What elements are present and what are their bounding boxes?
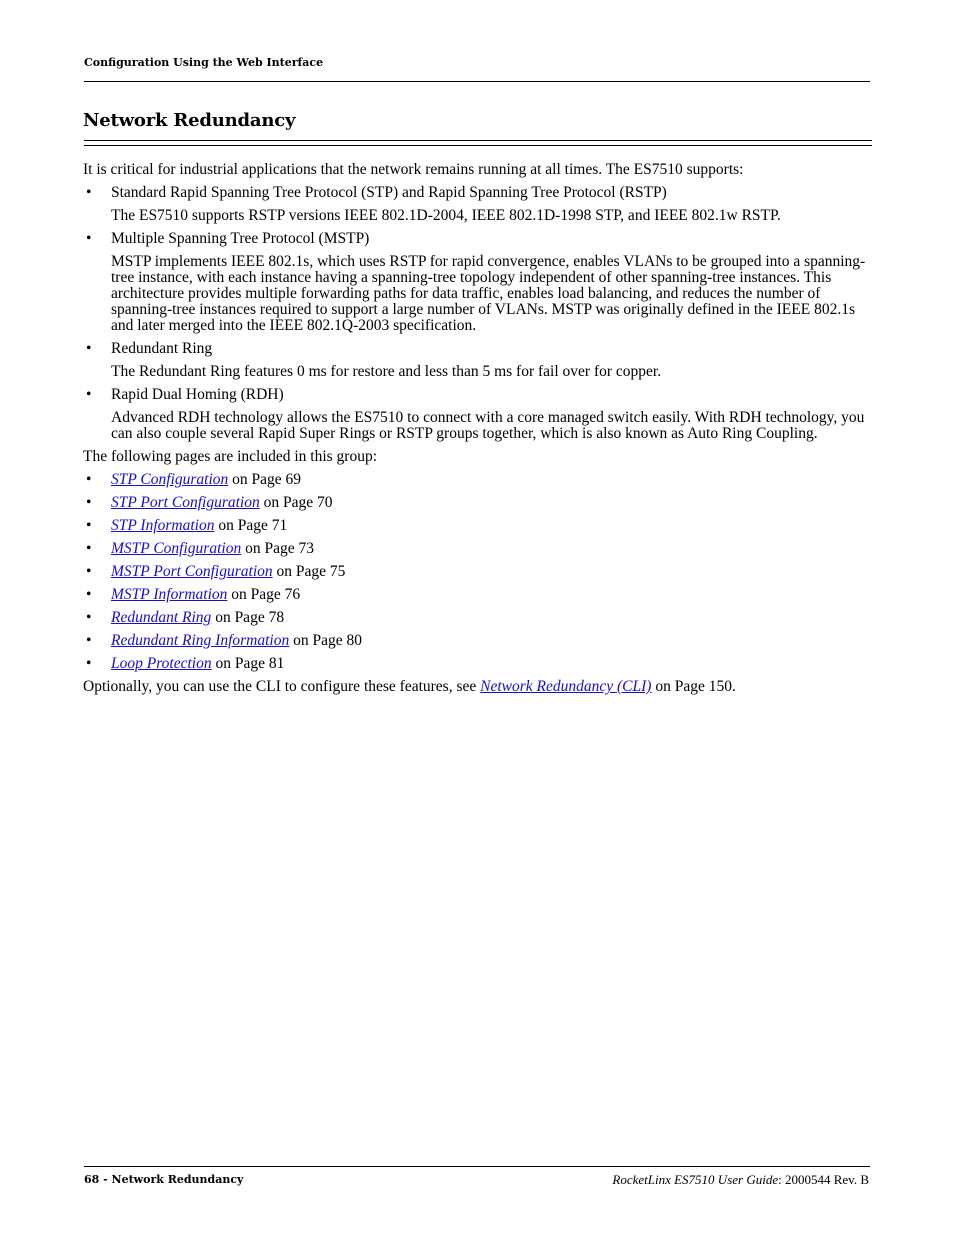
- footer-doc-number: : 2000544 Rev. B: [778, 1172, 869, 1187]
- bullet-glyph: •: [86, 586, 92, 603]
- feature-item-mstp: [83, 231, 873, 247]
- page-reference: on Page 73: [241, 540, 314, 557]
- page-reference: on Page 76: [227, 586, 301, 603]
- closing-prefix: Optionally, you can use the CLI to configure these features, see: [83, 678, 481, 695]
- bullet-glyph: •: [86, 471, 92, 488]
- bullet-glyph: •: [86, 494, 92, 511]
- page-list-item: [83, 656, 873, 672]
- page-list-item: [83, 541, 873, 557]
- bullet-glyph: •: [86, 609, 92, 626]
- stp-information-link[interactable]: STP Information: [111, 517, 215, 534]
- bullet-glyph: •: [86, 517, 92, 534]
- feature-description: The ES7510 supports RSTP versions IEEE 802.1D-2004, IEEE 802.1D-1998 STP, and IEEE 802.1w RSTP.: [111, 207, 781, 224]
- feature-description: Advanced RDH technology allows the ES7510 to connect with a core managed switch easily. With RDH technology, you can also couple several Rapid Super Rings or RSTP groups together, which is also known as Auto Ring Coupling.: [111, 409, 865, 442]
- redundant-ring-link[interactable]: Redundant Ring: [111, 609, 212, 626]
- feature-label: Rapid Dual Homing (RDH): [111, 386, 284, 403]
- bullet-glyph: •: [86, 184, 92, 201]
- footer-doc-info: [612, 1172, 869, 1188]
- closing-suffix: on Page 150.: [651, 678, 736, 695]
- page-reference: on Page 71: [214, 517, 288, 534]
- page-list-item: [83, 610, 873, 626]
- footer-product-name: RocketLinx ES7510 User Guide: [612, 1172, 779, 1187]
- stp-port-configuration-link[interactable]: STP Port Configuration: [111, 494, 260, 511]
- page-list-item: [83, 495, 873, 511]
- page-list-item: [83, 564, 873, 580]
- bullet-glyph: •: [86, 230, 92, 247]
- feature-item-rdh: [83, 387, 873, 403]
- bullet-glyph: •: [86, 340, 92, 357]
- footer-page-label: 68 - Network Redundancy: [84, 1173, 244, 1186]
- mstp-port-configuration-link[interactable]: MSTP Port Configuration: [111, 563, 273, 580]
- section-title: Network Redundancy: [83, 110, 296, 131]
- feature-description: MSTP implements IEEE 802.1s, which uses RSTP for rapid convergence, enables VLANs to be grouped into a spanning-tree instance, with each instance having a spanning-tree topology independent of other spanning-tree instances. This architecture provides multiple forwarding paths for data traffic, enables load balancing, and reduces the number of spanning-tree instances required to support a large number of VLANs. MSTP was originally defined in the IEEE 802.1s and later merged into the IEEE 802.1Q-2003 specification.: [111, 253, 866, 334]
- feature-description: The Redundant Ring features 0 ms for restore and less than 5 ms for fail over for copper.: [111, 363, 662, 380]
- bullet-glyph: •: [86, 563, 92, 580]
- bullet-glyph: •: [86, 386, 92, 403]
- page-list-item: [83, 633, 873, 649]
- feature-label: Multiple Spanning Tree Protocol (MSTP): [111, 230, 370, 247]
- page-reference: on Page 81: [211, 655, 285, 672]
- page-list-item: [83, 472, 873, 488]
- body-content: [83, 162, 873, 695]
- bullet-glyph: •: [86, 655, 92, 672]
- feature-label: Standard Rapid Spanning Tree Protocol (STP) and Rapid Spanning Tree Protocol (RSTP): [111, 184, 667, 201]
- redundant-ring-information-link[interactable]: Redundant Ring Information: [111, 632, 290, 649]
- running-header: Configuration Using the Web Interface: [84, 56, 324, 69]
- footer-rule: [84, 1166, 870, 1167]
- page-reference: on Page 70: [259, 494, 333, 511]
- feature-item-redundant-ring: [83, 341, 873, 357]
- intro-paragraph: It is critical for industrial applications that the network remains running at all times. The ES7510 supports:: [83, 161, 744, 178]
- title-double-rule: [84, 140, 872, 146]
- loop-protection-link[interactable]: Loop Protection: [111, 655, 212, 672]
- page-reference: on Page 80: [289, 632, 363, 649]
- stp-configuration-link[interactable]: STP Configuration: [111, 471, 229, 488]
- page-list-item: [83, 587, 873, 603]
- header-rule: [84, 81, 870, 82]
- page-reference: on Page 75: [272, 563, 346, 580]
- feature-item-stp-rstp: [83, 185, 873, 201]
- page-list-item: [83, 518, 873, 534]
- closing-paragraph: [83, 679, 873, 695]
- mstp-information-link[interactable]: MSTP Information: [111, 586, 228, 603]
- pages-intro: The following pages are included in this group:: [83, 448, 378, 465]
- feature-label: Redundant Ring: [111, 340, 213, 357]
- page-reference: on Page 69: [228, 471, 302, 488]
- page-reference: on Page 78: [211, 609, 285, 626]
- bullet-glyph: •: [86, 540, 92, 557]
- bullet-glyph: •: [86, 632, 92, 649]
- mstp-configuration-link[interactable]: MSTP Configuration: [111, 540, 242, 557]
- network-redundancy-cli-link[interactable]: Network Redundancy (CLI): [480, 678, 652, 695]
